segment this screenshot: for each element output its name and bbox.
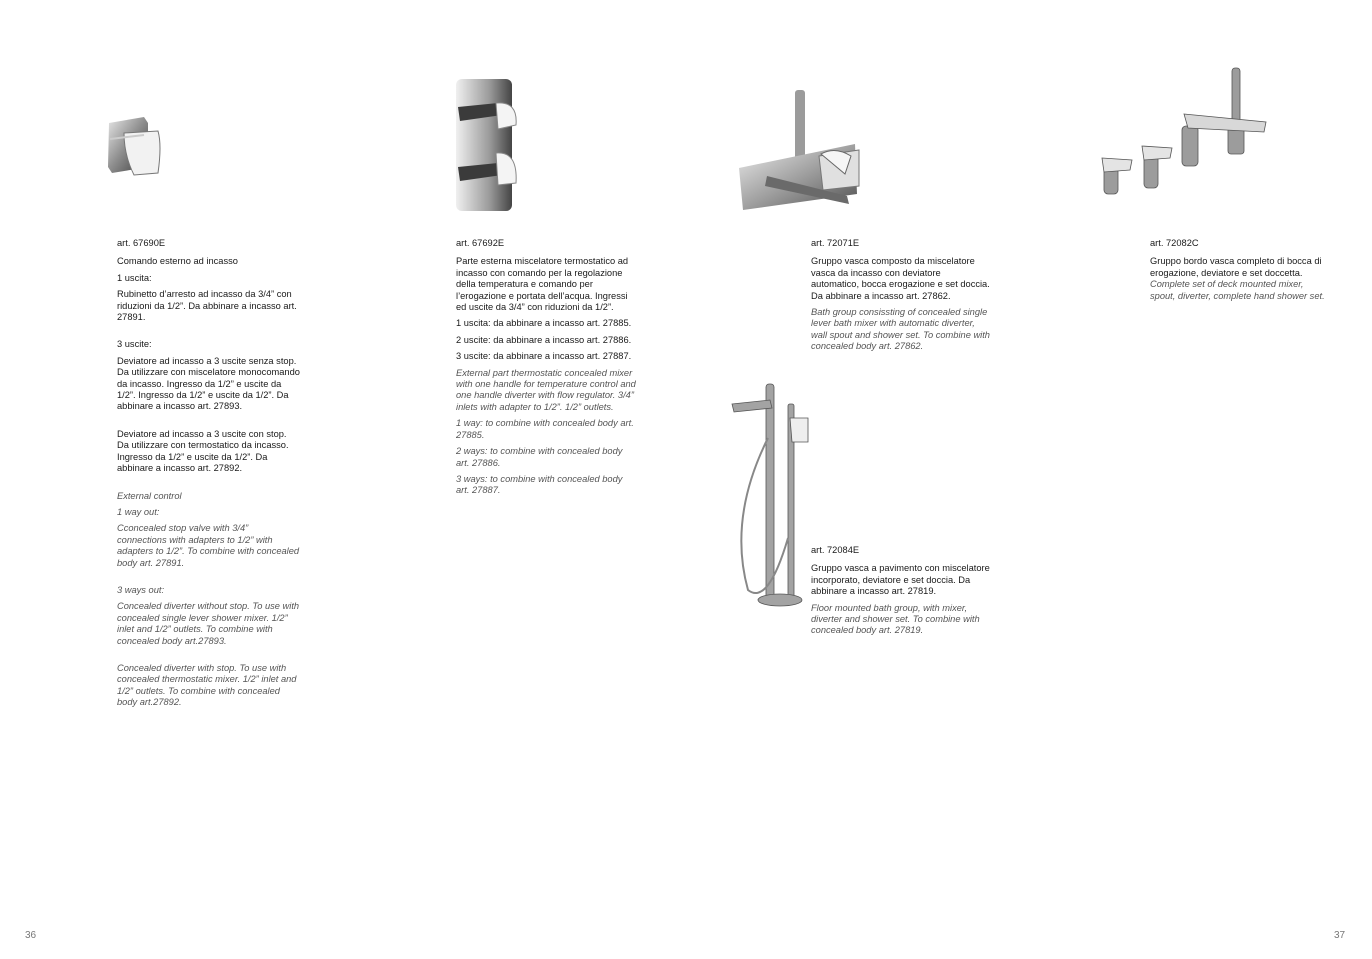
- product-block-67690e: [117, 238, 300, 709]
- en-output-label-3: 3 ways out:: [117, 584, 165, 595]
- en-output-desc-3b: Concealed diverter with stop. To use with concealed thermostatic mixer. 1/2” inlet and 1/2” outlets. To combine with concealed body art.27892.: [117, 662, 297, 708]
- product-image-72082c: [1096, 66, 1270, 198]
- outlet-1: 1 uscita: da abbinare a incasso art. 27885.: [456, 318, 632, 329]
- product-image-67690e: [104, 115, 164, 177]
- en-desc: External part thermostatic concealed mixer with one handle for temperature control and one handle diverter with flow regulator. 3/4” inlets with adapter to 1/2”. 1/2” outlets.: [456, 367, 636, 412]
- outlet-3: 3 uscite: da abbinare a incasso art. 27887.: [456, 351, 632, 362]
- page-number-left: 36: [25, 930, 37, 941]
- product-image-72071e: [735, 86, 865, 214]
- en-desc: Bath group consissting of concealed single lever bath mixer with automatic diverter, wall spout and shower set. To combine with concealed body art. 27862.: [811, 307, 990, 352]
- article-number: art. 67692E: [456, 238, 505, 248]
- article-number: art. 72082C: [1150, 238, 1199, 248]
- output-desc-3b: Deviatore ad incasso a 3 uscite con stop. Da utilizzare con termostatico da incasso. Ingresso da 1/2” e uscite da 1/2”. Da abbinare a incasso art. 27892.: [117, 428, 289, 474]
- output-desc-3a: Deviatore ad incasso a 3 uscite senza stop. Da utilizzare con miscelatore monocomando da incasso. Ingresso da 1/2” e uscite da 1/2”. Ingresso da 1/2” e uscite da 1/2”. Da abbinare a incasso art. 27893.: [117, 355, 300, 412]
- product-desc: Gruppo vasca a pavimento con miscelatore incorporato, deviatore e set doccia. Da abbinare a incasso art. 27819.: [811, 563, 990, 597]
- product-block-72082c: [1150, 238, 1330, 302]
- en-desc: Complete set of deck mounted mixer, spout, diverter, complete hand shower set.: [1150, 279, 1325, 301]
- en-title: External control: [117, 490, 182, 501]
- article-number: art. 72071E: [811, 238, 860, 248]
- en-outlet-2: 2 ways: to combine with concealed body art. 27886.: [456, 446, 623, 468]
- outlet-2: 2 uscite: da abbinare a incasso art. 27886.: [456, 334, 632, 345]
- product-desc: Gruppo vasca composto da miscelatore vasca da incasso con deviatore automatico, bocca erogazione e set doccia. Da abbinare a incasso art. 27862.: [811, 256, 990, 301]
- en-output-desc-1: Cconcealed stop valve with 3/4” connections with adapters to 1/2” with adapters to 1/2”. To combine with concealed body art. 27891.: [117, 523, 300, 568]
- en-output-desc-3a: Concealed diverter without stop. To use with concealed single lever shower mixer. 1/2” inlet and 1/2” outlets. To combine with concealed body art.27893.: [117, 601, 300, 646]
- product-desc: Parte esterna miscelatore termostatico ad incasso con comando per la regolazione della temperatura e comando per l’erogazione e portata dell’acqua. Ingressi ed uscite da 3/4” con riduzioni da 1/2”.: [456, 256, 629, 313]
- page-number-right: 37: [1334, 930, 1346, 941]
- product-block-67692e: [456, 238, 636, 497]
- en-outlet-1: 1 way: to combine with concealed body art. 27885.: [456, 418, 634, 440]
- product-block-72071e: [811, 238, 991, 353]
- article-number: art. 72084E: [811, 545, 860, 555]
- product-desc: Gruppo bordo vasca completo di bocca di erogazione, deviatore e set doccetta.: [1150, 256, 1322, 278]
- article-number: art. 67690E: [117, 238, 166, 248]
- en-outlet-3: 3 ways: to combine with concealed body art. 27887.: [456, 473, 623, 496]
- en-output-label-1: 1 way out:: [117, 506, 160, 517]
- output-label-3: 3 uscite:: [117, 339, 152, 350]
- product-title: Comando esterno ad incasso: [117, 256, 238, 267]
- product-block-72084e: [811, 545, 991, 637]
- output-label-1: 1 uscita:: [117, 272, 152, 283]
- product-image-72084e: [728, 378, 814, 610]
- output-desc-1: Rubinetto d’arresto ad incasso da 3/4” con riduzioni da 1/2”. Da abbinare a incasso art. 27891.: [117, 289, 297, 323]
- product-image-67692e: [452, 75, 524, 215]
- en-desc: Floor mounted bath group, with mixer, diverter and shower set. To combine with concealed body art. 27819.: [811, 602, 980, 636]
